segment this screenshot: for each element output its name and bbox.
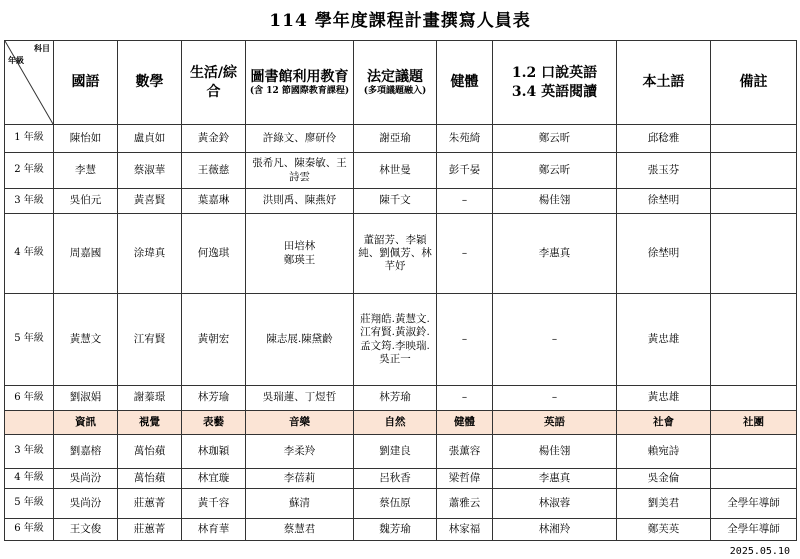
cell-remarks bbox=[711, 386, 797, 411]
header-english-line2: 3.4 英語閱讀 bbox=[511, 83, 598, 100]
cell-math: 黃喜賢 bbox=[118, 189, 182, 214]
cell-life: 林芳瑜 bbox=[182, 386, 246, 411]
cell-native: 徐埜明 bbox=[617, 214, 711, 294]
cell-pe: – bbox=[437, 294, 493, 386]
cell-native: 邱稔雅 bbox=[617, 125, 711, 153]
cell-library: 洪則禹、陳燕妤 bbox=[246, 189, 354, 214]
grade-row bbox=[5, 125, 797, 153]
cell-music: 李柔羚 bbox=[246, 435, 354, 469]
page-title: 114 學年度課程計畫撰寫人員表 bbox=[269, 11, 531, 31]
cell-english: 李惠真 bbox=[493, 214, 617, 294]
cell-math: 蔡淑華 bbox=[118, 153, 182, 189]
cell-pe: 梁哲偉 bbox=[437, 469, 493, 489]
corner-cell bbox=[5, 41, 54, 125]
cell-life: 王薇慈 bbox=[182, 153, 246, 189]
sub-grade-row bbox=[5, 489, 797, 519]
cell-remarks bbox=[711, 153, 797, 189]
header-english bbox=[493, 41, 617, 125]
cell-social: 吳金倫 bbox=[617, 469, 711, 489]
cell-visual: 萬怡蘋 bbox=[118, 435, 182, 469]
grade-label: 2 年級 bbox=[5, 153, 54, 189]
sub-header-row bbox=[5, 411, 797, 435]
cell-life: 黃金鈴 bbox=[182, 125, 246, 153]
cell-library: 田培林 鄭瑛王 bbox=[246, 214, 354, 294]
header-native: 本土語 bbox=[617, 41, 711, 125]
cell-issues: 董韶芳、李穎純、劉佩芳、林芊妤 bbox=[354, 214, 437, 294]
sub-header-cell: 自然 bbox=[354, 411, 437, 435]
cell-chinese: 周嘉國 bbox=[54, 214, 118, 294]
cell-issues: 謝亞瑜 bbox=[354, 125, 437, 153]
header-chinese: 國語 bbox=[54, 41, 118, 125]
cell-english: 林淑蓉 bbox=[493, 489, 617, 519]
cell-library: 許綠文、廖研伶 bbox=[246, 125, 354, 153]
sub-header-cell: 社會 bbox=[617, 411, 711, 435]
sub-header-cell: 視覺 bbox=[118, 411, 182, 435]
cell-native: 徐埜明 bbox=[617, 189, 711, 214]
cell-social: 賴宛詩 bbox=[617, 435, 711, 469]
cell-english: 鄭云昕 bbox=[493, 153, 617, 189]
grade-row bbox=[5, 386, 797, 411]
sub-grade-row bbox=[5, 519, 797, 541]
grade-label: 6 年級 bbox=[5, 519, 54, 541]
cell-social: 鄭芙英 bbox=[617, 519, 711, 541]
cell-drama: 黃千容 bbox=[182, 489, 246, 519]
grade-label: 5 年級 bbox=[5, 294, 54, 386]
cell-info: 吳尚汾 bbox=[54, 469, 118, 489]
cell-remarks bbox=[711, 125, 797, 153]
sub-header-cell: 音樂 bbox=[246, 411, 354, 435]
grade-label: 1 年級 bbox=[5, 125, 54, 153]
sub-header-cell: 資訊 bbox=[54, 411, 118, 435]
cell-life: 何逸琪 bbox=[182, 214, 246, 294]
cell-english: 林湘羚 bbox=[493, 519, 617, 541]
cell-chinese: 吳伯元 bbox=[54, 189, 118, 214]
cell-drama: 林育華 bbox=[182, 519, 246, 541]
header-library-note: (含 12 節國際教育課程) bbox=[249, 85, 350, 96]
cell-pe: – bbox=[437, 386, 493, 411]
cell-math: 盧貞如 bbox=[118, 125, 182, 153]
cell-pe: 朱苑綺 bbox=[437, 125, 493, 153]
cell-pe: – bbox=[437, 214, 493, 294]
staff-table bbox=[4, 40, 797, 541]
cell-remarks bbox=[711, 189, 797, 214]
cell-visual: 萬怡蘋 bbox=[118, 469, 182, 489]
grade-row bbox=[5, 189, 797, 214]
cell-drama: 林宜璇 bbox=[182, 469, 246, 489]
cell-english: – bbox=[493, 294, 617, 386]
cell-math: 涂瑋真 bbox=[118, 214, 182, 294]
cell-library: 陳志展.陳黛齡 bbox=[246, 294, 354, 386]
header-math: 數學 bbox=[118, 41, 182, 125]
cell-science: 魏芳瑜 bbox=[354, 519, 437, 541]
cell-pe: 張薰容 bbox=[437, 435, 493, 469]
cell-issues: 林世曼 bbox=[354, 153, 437, 189]
cell-native: 張玉芬 bbox=[617, 153, 711, 189]
cell-issues: 莊翔皓.黃慧文.江宥賢.黃淑鈴.孟文筠.李映瑞.吳正一 bbox=[354, 294, 437, 386]
cell-issues: 陳千文 bbox=[354, 189, 437, 214]
cell-info: 王文俊 bbox=[54, 519, 118, 541]
cell-chinese: 黃慧文 bbox=[54, 294, 118, 386]
header-pe: 健體 bbox=[437, 41, 493, 125]
cell-science: 蔡伍原 bbox=[354, 489, 437, 519]
cell-music: 蘇清 bbox=[246, 489, 354, 519]
cell-english: 楊佳翎 bbox=[493, 435, 617, 469]
cell-pe: – bbox=[437, 189, 493, 214]
date-stamp: 2025.05.10 bbox=[729, 546, 790, 557]
header-library-title: 圖書館利用教育 bbox=[250, 68, 349, 85]
cell-english: 李惠真 bbox=[493, 469, 617, 489]
cell-music: 蔡慧君 bbox=[246, 519, 354, 541]
cell-club: 全學年導師 bbox=[711, 519, 797, 541]
cell-club: 全學年導師 bbox=[711, 489, 797, 519]
cell-remarks bbox=[711, 214, 797, 294]
header-library bbox=[246, 41, 354, 125]
cell-science: 呂秋香 bbox=[354, 469, 437, 489]
cell-info: 吳尚汾 bbox=[54, 489, 118, 519]
header-issues-note: (多項議題融入) bbox=[363, 85, 427, 96]
header-row bbox=[5, 41, 797, 125]
corner-diagonal bbox=[5, 41, 53, 124]
cell-social: 劉美君 bbox=[617, 489, 711, 519]
grade-label: 5 年級 bbox=[5, 489, 54, 519]
cell-club bbox=[711, 435, 797, 469]
cell-visual: 莊蕙菁 bbox=[118, 519, 182, 541]
grade-label: 3 年級 bbox=[5, 435, 54, 469]
sub-header-blank bbox=[5, 411, 54, 435]
cell-club bbox=[711, 469, 797, 489]
sub-grade-row bbox=[5, 435, 797, 469]
cell-info: 劉嘉榕 bbox=[54, 435, 118, 469]
sub-header-cell: 社團 bbox=[711, 411, 797, 435]
cell-remarks bbox=[711, 294, 797, 386]
sub-header-cell: 英語 bbox=[493, 411, 617, 435]
header-issues-title: 法定議題 bbox=[367, 68, 423, 85]
header-life: 生活/綜合 bbox=[182, 41, 246, 125]
grade-row bbox=[5, 153, 797, 189]
cell-english: 鄭云昕 bbox=[493, 125, 617, 153]
grade-label: 4 年級 bbox=[5, 469, 54, 489]
cell-chinese: 李慧 bbox=[54, 153, 118, 189]
cell-native: 黃忠雄 bbox=[617, 386, 711, 411]
cell-pe: 蕭雅云 bbox=[437, 489, 493, 519]
cell-english: 楊佳翎 bbox=[493, 189, 617, 214]
cell-visual: 莊蕙菁 bbox=[118, 489, 182, 519]
cell-math: 謝蓁璟 bbox=[118, 386, 182, 411]
cell-math: 江宥賢 bbox=[118, 294, 182, 386]
cell-pe: 彭千晏 bbox=[437, 153, 493, 189]
grade-row bbox=[5, 214, 797, 294]
corner-subject-label: 科目 bbox=[34, 43, 50, 53]
cell-english: – bbox=[493, 386, 617, 411]
cell-life: 葉嘉琳 bbox=[182, 189, 246, 214]
sub-grade-row bbox=[5, 469, 797, 489]
corner-grade-label: 年級 bbox=[8, 55, 24, 65]
cell-life: 黃朝宏 bbox=[182, 294, 246, 386]
sub-header-cell: 健體 bbox=[437, 411, 493, 435]
header-english-line1: 1.2 口說英語 bbox=[511, 65, 598, 82]
cell-chinese: 陳怡如 bbox=[54, 125, 118, 153]
cell-native: 黃忠雄 bbox=[617, 294, 711, 386]
grade-label: 4 年級 bbox=[5, 214, 54, 294]
header-issues bbox=[354, 41, 437, 125]
grade-label: 3 年級 bbox=[5, 189, 54, 214]
grade-row bbox=[5, 294, 797, 386]
cell-music: 李蓓莉 bbox=[246, 469, 354, 489]
cell-pe: 林家福 bbox=[437, 519, 493, 541]
cell-chinese: 劉淑娟 bbox=[54, 386, 118, 411]
header-remarks: 備註 bbox=[711, 41, 797, 125]
cell-drama: 林珈穎 bbox=[182, 435, 246, 469]
cell-library: 吳瑞蓮、丁煜哲 bbox=[246, 386, 354, 411]
sub-header-cell: 表藝 bbox=[182, 411, 246, 435]
cell-issues: 林芳瑜 bbox=[354, 386, 437, 411]
cell-science: 劉建良 bbox=[354, 435, 437, 469]
grade-label: 6 年級 bbox=[5, 386, 54, 411]
cell-library: 張希凡、陳秦敏、王詩雲 bbox=[246, 153, 354, 189]
